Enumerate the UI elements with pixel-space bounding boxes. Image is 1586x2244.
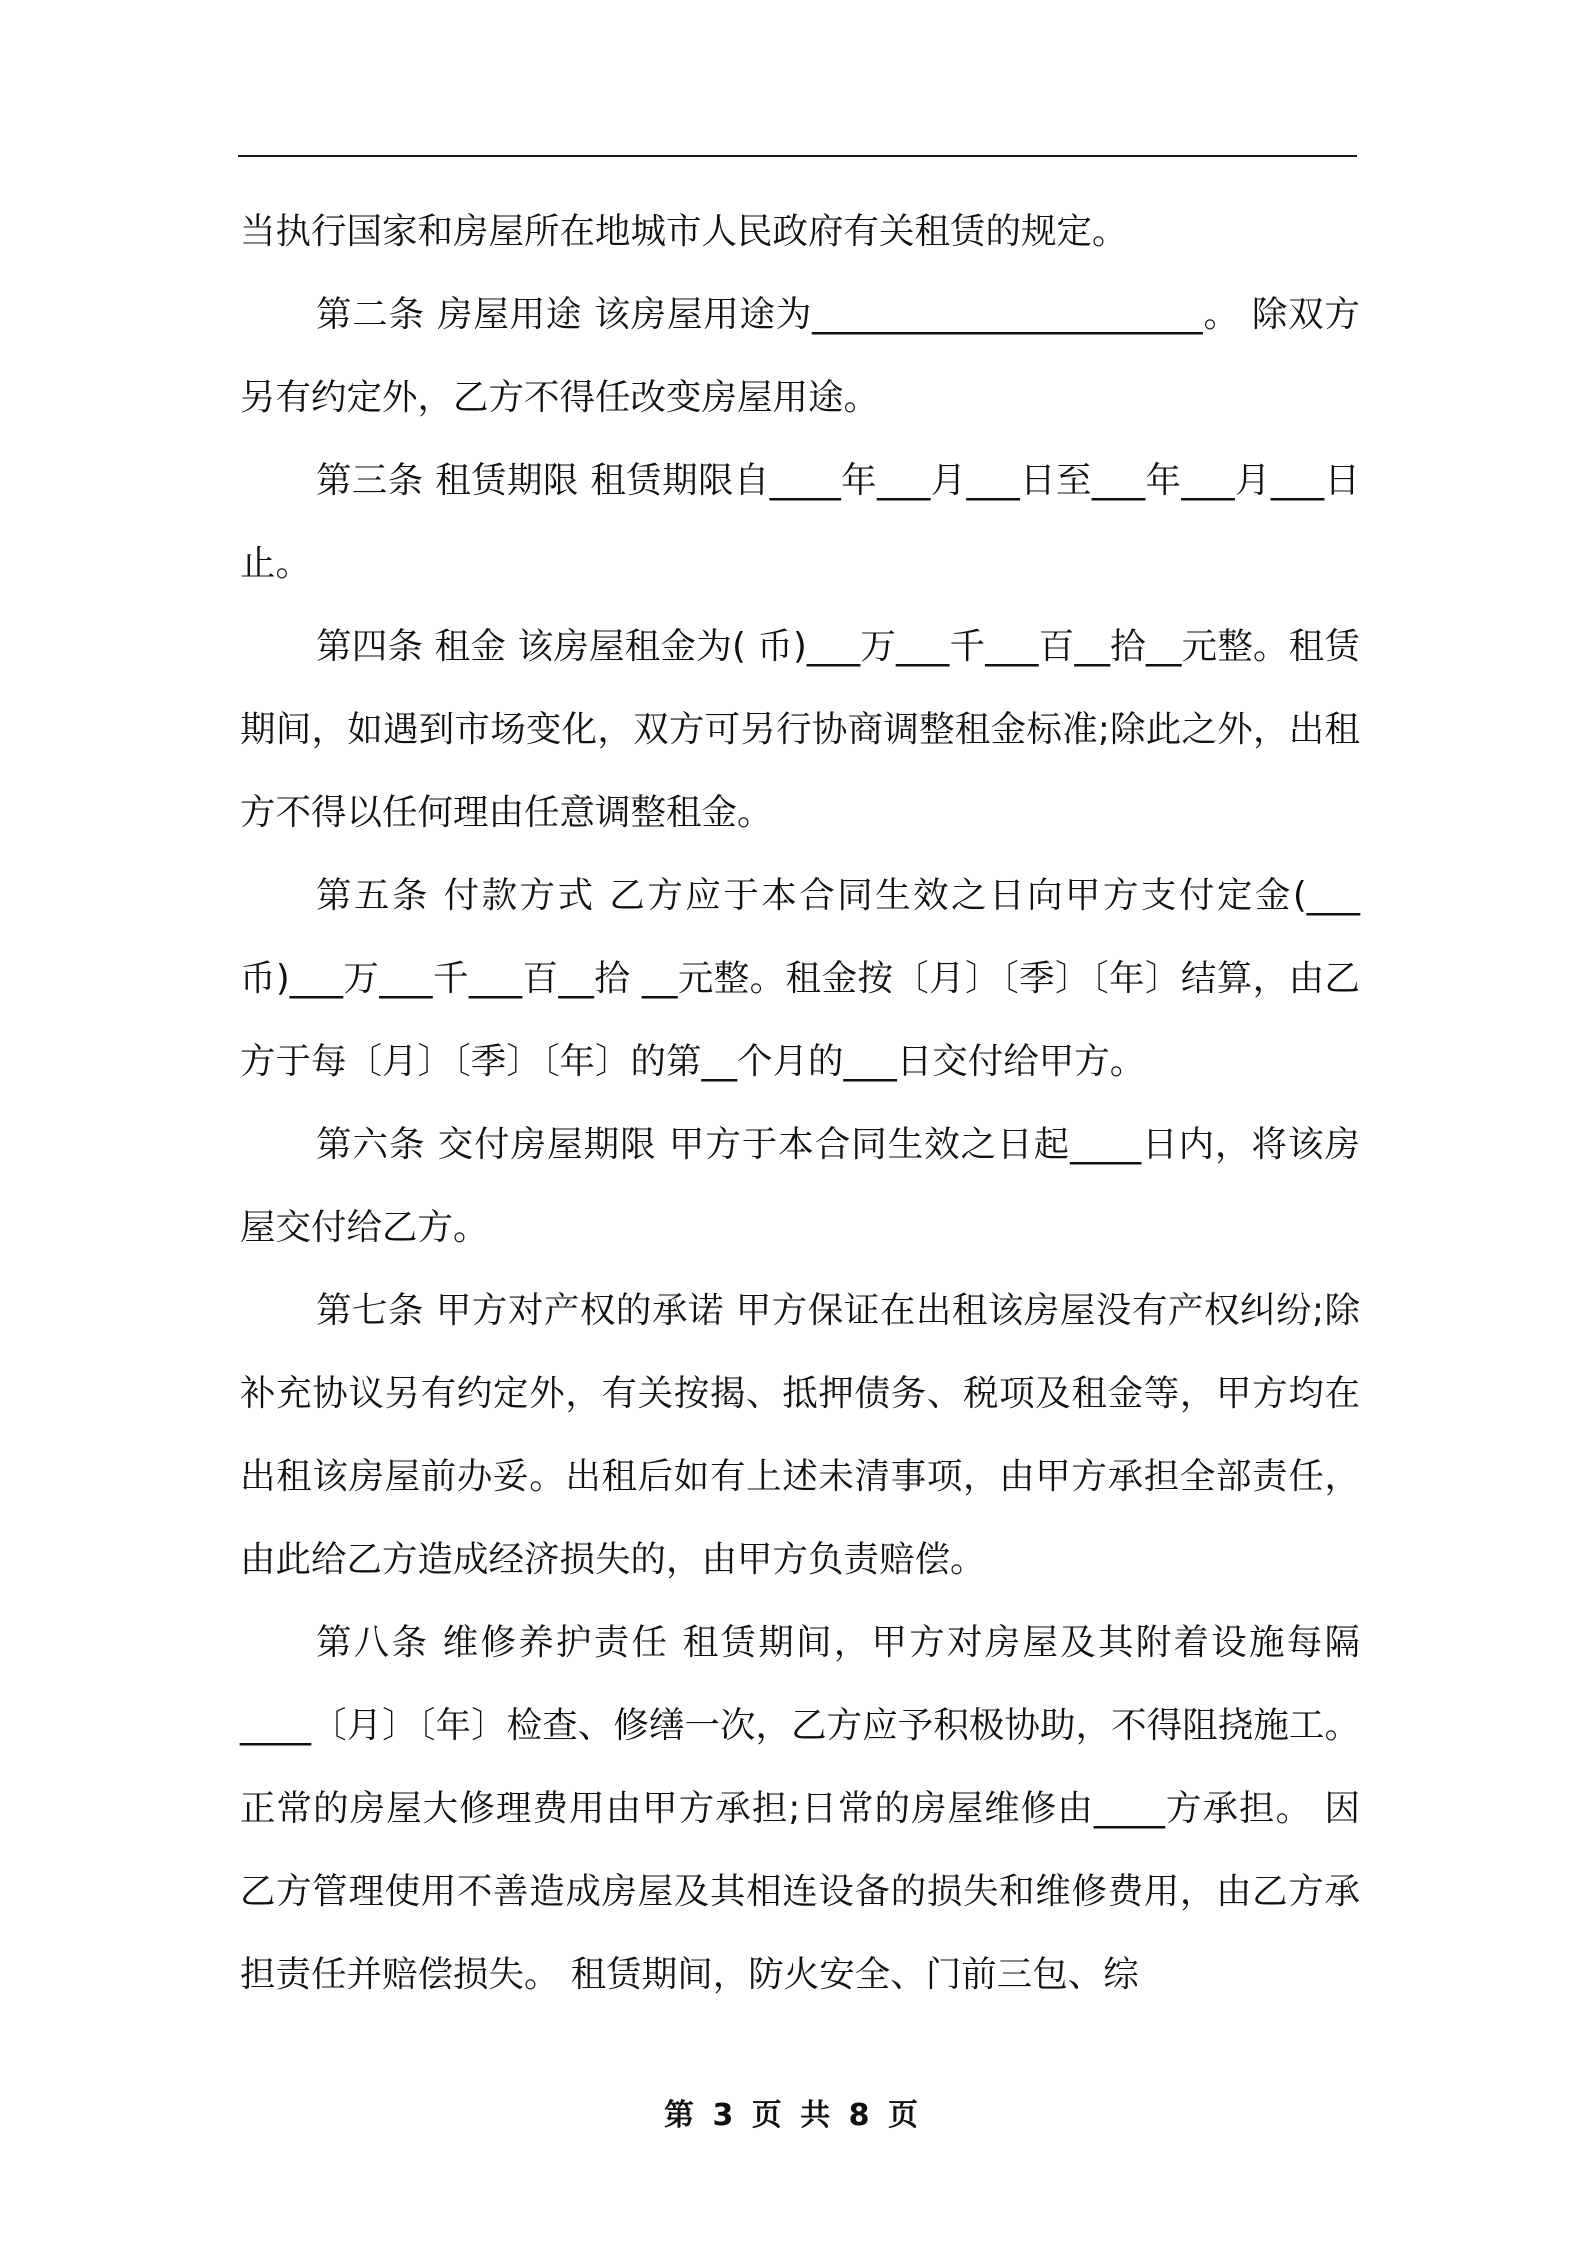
paragraph-article-6: 第六条 交付房屋期限 甲方于本合同生效之日起____日内，将该房屋交付给乙方。	[240, 1124, 1360, 1248]
page-number-footer: 第 3 页 共 8 页	[664, 2098, 922, 2133]
document-body	[240, 190, 1360, 2016]
paragraph-article-7: 第七条 甲方对产权的承诺 甲方保证在出租该房屋没有产权纠纷;除补充协议另有约定外，有关按揭、抵押债务、税项及租金等，甲方均在出租该房屋前办妥。出租后如有上述未清事项，由甲方承担全部责任，由此给乙方造成经济损失的，由甲方负责赔偿。	[240, 1290, 1360, 1580]
paragraph-continuation: 当执行国家和房屋所在地城市人民政府有关租赁的规定。	[240, 211, 1128, 252]
paragraph-article-5: 第五条 付款方式 乙方应于本合同生效之日向甲方支付定金(___币)___万___千___百__拾 __元整。租金按〔月〕〔季〕〔年〕结算，由乙方于每〔月〕〔季〕〔年〕的第__个月的___日交付给甲方。	[240, 875, 1360, 1082]
paragraph-article-2: 第二条 房屋用途 该房屋用途为______________________。 除双方另有约定外，乙方不得任改变房屋用途。	[240, 294, 1360, 418]
paragraph-article-8: 第八条 维修养护责任 租赁期间，甲方对房屋及其附着设施每隔____〔月〕〔年〕检查、修缮一次，乙方应予积极协助，不得阻挠施工。正常的房屋大修理费用由甲方承担;日常的房屋维修由____方承担。 因乙方管理使用不善造成房屋及其相连设备的损失和维修费用，由乙方承担责任并赔偿损失。 租赁期间，防火安全、门前三包、综	[240, 1622, 1360, 1995]
paragraph-article-4: 第四条 租金 该房屋租金为( 币)___万___千___百__拾__元整。租赁期间，如遇到市场变化，双方可另行协商调整租金标准;除此之外，出租方不得以任何理由任意调整租金。	[240, 626, 1360, 833]
header-rule	[238, 155, 1357, 157]
paragraph-article-3: 第三条 租赁期限 租赁期限自____年___月___日至___年___月___日止。	[240, 460, 1360, 584]
